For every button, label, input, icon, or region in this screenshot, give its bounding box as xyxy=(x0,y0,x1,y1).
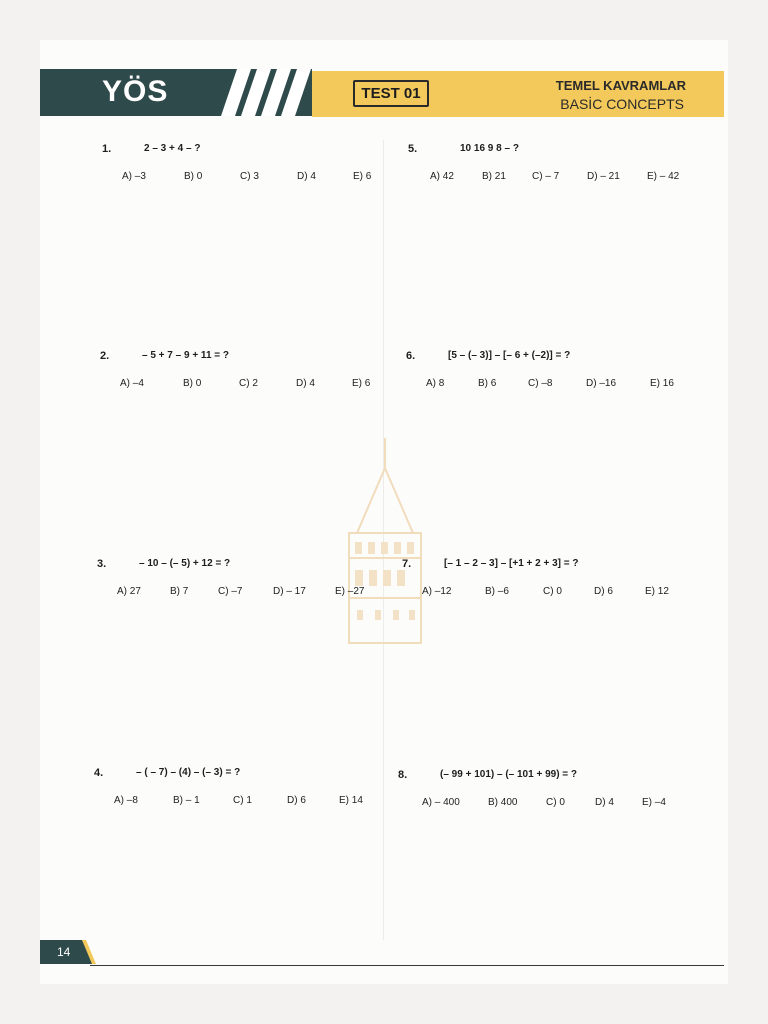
option-b: B) 0 xyxy=(184,171,203,182)
question-expression: (– 99 + 101) – (– 101 + 99) = ? xyxy=(440,769,578,780)
question-number: 6. xyxy=(406,350,416,362)
answer-options xyxy=(430,171,679,182)
option-c: C) –8 xyxy=(528,378,553,389)
option-a: A) –3 xyxy=(122,171,146,182)
answer-options xyxy=(422,797,666,808)
question-expression: 2 – 3 + 4 – ? xyxy=(144,143,201,154)
footer-rule xyxy=(90,965,724,966)
option-b: B) 21 xyxy=(482,171,506,182)
question-expression: 10 16 9 8 – ? xyxy=(460,143,519,154)
answer-options xyxy=(114,795,363,806)
answer-options xyxy=(426,378,674,389)
option-b: B) – 1 xyxy=(173,795,200,806)
question-expression: [5 – (– 3)] – [– 6 + (–2)] = ? xyxy=(448,350,571,361)
question-number: 8. xyxy=(398,769,408,781)
option-a: A) 42 xyxy=(430,171,454,182)
option-d: D) – 21 xyxy=(587,171,620,182)
question-number: 2. xyxy=(100,350,110,362)
galata-tower-icon xyxy=(335,438,435,648)
option-a: A) – 400 xyxy=(422,797,460,808)
option-d: D) – 17 xyxy=(273,586,306,597)
question-expression: – 5 + 7 – 9 + 11 = ? xyxy=(142,350,230,361)
test-label: TEST 01 xyxy=(353,80,429,107)
question-number: 5. xyxy=(408,143,418,155)
question-number: 4. xyxy=(94,767,104,779)
option-a: A) 8 xyxy=(426,378,445,389)
option-d: D) 6 xyxy=(594,586,613,597)
question-expression: – 10 – (– 5) + 12 = ? xyxy=(139,558,231,569)
option-b: B) 6 xyxy=(478,378,497,389)
question-number: 7. xyxy=(402,558,412,570)
option-a: A) –4 xyxy=(120,378,144,389)
option-e: E) 12 xyxy=(645,586,669,597)
header-stripes-icon xyxy=(215,69,315,116)
option-c: C) 2 xyxy=(239,378,258,389)
page-number: 14 xyxy=(57,945,71,959)
option-a: A) –8 xyxy=(114,795,138,806)
question-number: 1. xyxy=(102,143,112,155)
exam-page xyxy=(40,40,728,984)
option-c: C) –7 xyxy=(218,586,243,597)
option-c: C) – 7 xyxy=(532,171,560,182)
option-b: B) –6 xyxy=(485,586,509,597)
answer-options xyxy=(122,171,371,182)
question-number: 3. xyxy=(97,558,107,570)
option-d: D) –16 xyxy=(586,378,617,389)
answer-options xyxy=(422,586,669,597)
topic-title-tr: TEMEL KAVRAMLAR xyxy=(555,78,686,93)
option-e: E) – 42 xyxy=(647,171,680,182)
option-c: C) 0 xyxy=(543,586,562,597)
option-e: E) 6 xyxy=(352,378,371,389)
option-d: D) 4 xyxy=(296,378,315,389)
option-e: E) –4 xyxy=(642,797,666,808)
option-c: C) 3 xyxy=(240,171,259,182)
answer-options xyxy=(120,378,370,389)
option-c: C) 1 xyxy=(233,795,252,806)
option-e: E) 6 xyxy=(353,171,372,182)
option-d: D) 4 xyxy=(297,171,316,182)
option-a: A) 27 xyxy=(117,586,141,597)
option-e: E) 14 xyxy=(339,795,363,806)
option-e: E) –27 xyxy=(335,586,365,597)
topic-title-en: BASİC CONCEPTS xyxy=(560,96,684,112)
option-b: B) 400 xyxy=(488,797,518,808)
option-d: D) 6 xyxy=(287,795,306,806)
question-expression: [– 1 – 2 – 3] – [+1 + 2 + 3] = ? xyxy=(444,558,579,569)
yos-logo: YÖS xyxy=(102,75,169,108)
answer-options xyxy=(117,586,364,597)
option-a: A) –12 xyxy=(422,586,452,597)
option-d: D) 4 xyxy=(595,797,614,808)
option-b: B) 0 xyxy=(183,378,202,389)
option-b: B) 7 xyxy=(170,586,189,597)
question-expression: – ( – 7) – (4) – (– 3) = ? xyxy=(136,767,241,778)
option-c: C) 0 xyxy=(546,797,565,808)
option-e: E) 16 xyxy=(650,378,674,389)
